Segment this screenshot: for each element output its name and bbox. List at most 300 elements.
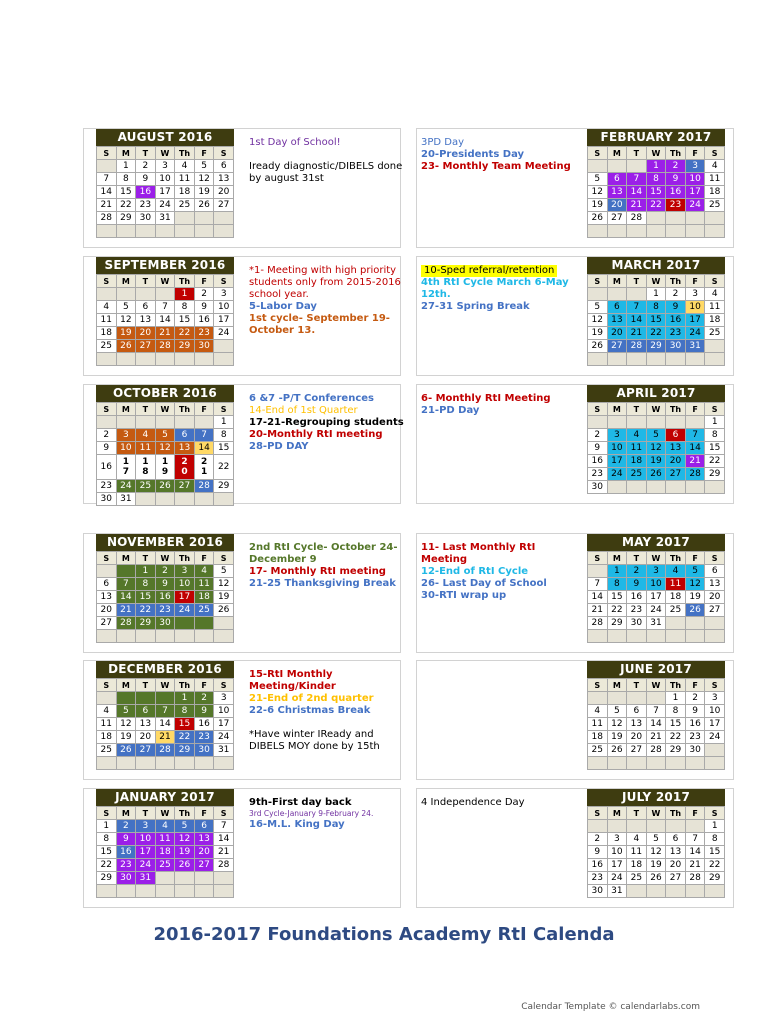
day-cell: 12 [194, 173, 214, 186]
day-cell: 18 [705, 186, 725, 199]
day-cell: 27 [194, 859, 214, 872]
event-note: 2nd RtI Cycle- October 24-December 9 [249, 542, 398, 565]
weekday-header: Th [175, 147, 195, 160]
weekday-header: T [627, 403, 647, 416]
day-cell: 18 [97, 327, 117, 340]
day-cell [607, 630, 627, 643]
day-cell: 25 [666, 604, 686, 617]
day-cell [136, 353, 156, 366]
weekday-header: T [627, 679, 647, 692]
day-cell [666, 212, 686, 225]
day-cell: 22 [607, 604, 627, 617]
event-note [249, 149, 409, 161]
day-cell: 2 [588, 833, 608, 846]
day-cell [136, 225, 156, 238]
month-name: JULY 2017 [587, 789, 725, 806]
day-cell: 20 [194, 846, 214, 859]
day-cell [116, 757, 136, 770]
day-cell: 10 [155, 173, 175, 186]
day-cell: 17 [607, 859, 627, 872]
day-cell [136, 416, 156, 429]
day-cell: 24 [685, 199, 705, 212]
day-cell [685, 757, 705, 770]
day-cell [155, 757, 175, 770]
weekday-header: S [97, 679, 117, 692]
day-cell [175, 416, 195, 429]
event-note: *Have winter IReady and DIBELS MOY done by 15th [249, 729, 380, 752]
day-cell: 30 [194, 744, 214, 757]
day-cell: 1 9 [155, 455, 175, 480]
day-cell: 25 [97, 340, 117, 353]
month-card [416, 384, 734, 504]
day-cell: 20 [627, 731, 647, 744]
event-note: 15-RtI Monthly Meeting/Kinder [249, 669, 336, 692]
day-cell: 8 [666, 705, 686, 718]
event-note: 1st cycle- September 19-October 13. [249, 313, 390, 336]
day-cell: 13 [607, 186, 627, 199]
day-cell: 9 [116, 833, 136, 846]
day-cell: 3 [685, 288, 705, 301]
day-cell: 5 [588, 301, 608, 314]
weekday-header: S [97, 147, 117, 160]
day-cell [194, 212, 214, 225]
day-cell: 5 [685, 565, 705, 578]
day-cell: 30 [588, 481, 608, 494]
day-cell [214, 493, 234, 506]
weekday-header: M [607, 275, 627, 288]
weekday-header: S [588, 275, 608, 288]
weekday-header: W [646, 147, 666, 160]
day-cell [97, 160, 117, 173]
day-cell: 22 [214, 455, 234, 480]
day-cell [136, 692, 156, 705]
day-cell: 17 [607, 455, 627, 468]
weekday-header: Th [666, 679, 686, 692]
event-note: 16-M.L. King Day [249, 819, 345, 830]
day-cell [155, 288, 175, 301]
day-cell: 21 [214, 846, 234, 859]
weekday-header: M [116, 403, 136, 416]
weekday-header: Th [666, 275, 686, 288]
event-note: 21-PD Day [421, 405, 480, 416]
day-cell: 25 [136, 480, 156, 493]
weekday-header: S [214, 679, 234, 692]
day-cell [175, 885, 195, 898]
day-cell: 26 [646, 872, 666, 885]
day-cell: 26 [194, 199, 214, 212]
day-cell: 29 [646, 340, 666, 353]
weekday-header: S [214, 807, 234, 820]
day-cell: 15 [116, 186, 136, 199]
day-cell: 10 [685, 301, 705, 314]
day-cell: 15 [214, 442, 234, 455]
day-cell: 18 [588, 731, 608, 744]
day-cell: 19 [116, 731, 136, 744]
day-cell: 1 [175, 692, 195, 705]
day-cell [136, 757, 156, 770]
day-cell: 24 [155, 199, 175, 212]
day-cell: 15 [646, 186, 666, 199]
day-cell [666, 820, 686, 833]
day-cell [627, 416, 647, 429]
day-cell: 30 [155, 617, 175, 630]
day-cell: 9 [627, 578, 647, 591]
weekday-header: S [214, 552, 234, 565]
day-cell: 20 [136, 731, 156, 744]
weekday-header: S [214, 147, 234, 160]
day-cell: 31 [155, 212, 175, 225]
day-cell [136, 885, 156, 898]
day-cell [607, 416, 627, 429]
weekday-header: T [136, 807, 156, 820]
day-cell: 11 [136, 442, 156, 455]
weekday-header: F [685, 807, 705, 820]
day-cell: 7 [116, 578, 136, 591]
day-cell: 8 [705, 833, 725, 846]
day-cell: 13 [175, 442, 195, 455]
day-cell: 3 [116, 429, 136, 442]
weekday-header: Th [175, 552, 195, 565]
day-cell: 26 [588, 340, 608, 353]
weekday-header: W [646, 275, 666, 288]
day-cell [705, 885, 725, 898]
day-cell [666, 885, 686, 898]
month-card [416, 128, 734, 248]
weekday-header: T [136, 275, 156, 288]
event-note: 5-Labor Day [249, 301, 317, 312]
day-cell: 23 [136, 199, 156, 212]
day-cell: 30 [666, 340, 686, 353]
day-cell: 1 [705, 416, 725, 429]
day-cell [194, 617, 214, 630]
day-cell: 14 [155, 314, 175, 327]
day-cell [136, 630, 156, 643]
day-cell: 27 [666, 468, 686, 481]
day-cell [666, 617, 686, 630]
day-cell: 14 [627, 314, 647, 327]
day-cell [666, 416, 686, 429]
event-note: 3rd Cycle-January 9-February 24. [249, 809, 374, 818]
month-card [83, 533, 401, 653]
day-cell: 22 [175, 731, 195, 744]
day-cell: 13 [627, 718, 647, 731]
day-cell [627, 757, 647, 770]
day-cell: 24 [214, 731, 234, 744]
day-cell [705, 225, 725, 238]
day-cell [627, 630, 647, 643]
day-cell: 17 [214, 314, 234, 327]
month-calendar [96, 257, 234, 366]
day-cell: 16 [97, 455, 117, 480]
weekday-header: S [97, 403, 117, 416]
day-cell: 3 [607, 833, 627, 846]
month-card [83, 256, 401, 376]
day-cell: 4 [97, 705, 117, 718]
day-cell: 6 [136, 301, 156, 314]
weekday-header: F [194, 679, 214, 692]
day-cell: 30 [588, 885, 608, 898]
month-calendar [96, 129, 234, 238]
day-cell: 30 [685, 744, 705, 757]
day-cell [214, 340, 234, 353]
day-cell: 6 [194, 820, 214, 833]
day-cell: 13 [607, 314, 627, 327]
day-cell: 17 [214, 718, 234, 731]
day-cell [685, 617, 705, 630]
month-notes [421, 265, 581, 313]
day-cell [136, 288, 156, 301]
month-name: SEPTEMBER 2016 [96, 257, 234, 274]
day-cell: 1 [607, 565, 627, 578]
month-notes [421, 542, 581, 602]
day-cell: 7 [685, 429, 705, 442]
day-cell: 30 [97, 493, 117, 506]
day-cell: 25 [97, 744, 117, 757]
day-cell [685, 212, 705, 225]
day-cell: 5 [646, 429, 666, 442]
day-cell [175, 630, 195, 643]
day-cell: 13 [136, 718, 156, 731]
day-cell: 27 [607, 212, 627, 225]
weekday-header: W [155, 679, 175, 692]
weekday-header: W [155, 403, 175, 416]
day-cell: 23 [588, 872, 608, 885]
day-cell [97, 885, 117, 898]
day-cell: 18 [705, 314, 725, 327]
month-calendar [587, 789, 725, 898]
day-cell: 27 [175, 480, 195, 493]
weekday-header: Th [666, 552, 686, 565]
day-cell: 26 [646, 468, 666, 481]
day-cell: 23 [666, 199, 686, 212]
day-cell: 18 [627, 455, 647, 468]
day-cell [155, 885, 175, 898]
day-cell [685, 225, 705, 238]
event-note: 12-End of RtI Cycle [421, 566, 529, 577]
day-cell: 7 [194, 429, 214, 442]
day-cell [97, 630, 117, 643]
day-cell: 13 [97, 591, 117, 604]
day-cell [116, 416, 136, 429]
day-cell [646, 212, 666, 225]
day-cell: 14 [588, 591, 608, 604]
day-cell [175, 353, 195, 366]
month-card [83, 384, 404, 504]
event-note: 10-Sped referral/retention [421, 265, 557, 277]
day-cell: 7 [646, 705, 666, 718]
day-cell: 23 [194, 327, 214, 340]
weekday-header: Th [175, 807, 195, 820]
day-cell: 12 [646, 846, 666, 859]
day-cell: 1 [175, 288, 195, 301]
event-note: 17- Monthly RtI meeting [249, 566, 386, 577]
day-cell: 18 [194, 591, 214, 604]
month-card [83, 660, 401, 780]
day-cell: 31 [214, 744, 234, 757]
day-cell: 7 [627, 301, 647, 314]
day-cell: 13 [214, 173, 234, 186]
day-cell [627, 160, 647, 173]
day-cell: 14 [627, 186, 647, 199]
day-cell: 22 [97, 859, 117, 872]
event-note: 21-25 Thanksgiving Break [249, 578, 396, 589]
day-cell: 25 [588, 744, 608, 757]
day-cell: 5 [607, 705, 627, 718]
day-cell: 19 [588, 327, 608, 340]
day-cell: 1 [646, 160, 666, 173]
weekday-header: S [705, 807, 725, 820]
weekday-header: M [607, 679, 627, 692]
month-name: NOVEMBER 2016 [96, 534, 234, 551]
day-cell: 19 [646, 859, 666, 872]
day-cell: 11 [97, 314, 117, 327]
day-cell: 11 [666, 578, 686, 591]
month-calendar [96, 534, 234, 643]
month-notes [249, 669, 409, 753]
weekday-header: S [588, 403, 608, 416]
day-cell: 15 [175, 718, 195, 731]
weekday-header: T [627, 147, 647, 160]
day-cell [627, 820, 647, 833]
day-cell: 30 [136, 212, 156, 225]
weekday-header: T [627, 552, 647, 565]
day-cell: 6 [136, 705, 156, 718]
day-cell [646, 225, 666, 238]
day-cell: 12 [588, 186, 608, 199]
day-cell: 23 [97, 480, 117, 493]
day-cell: 2 [588, 429, 608, 442]
day-cell: 1 [666, 692, 686, 705]
day-cell: 12 [116, 718, 136, 731]
day-cell [116, 565, 136, 578]
day-cell: 31 [646, 617, 666, 630]
day-cell: 15 [97, 846, 117, 859]
weekday-header: W [646, 552, 666, 565]
day-cell [155, 225, 175, 238]
day-cell: 28 [627, 212, 647, 225]
day-cell: 7 [155, 301, 175, 314]
day-cell: 18 [627, 859, 647, 872]
day-cell: 10 [175, 578, 195, 591]
day-cell: 26 [116, 340, 136, 353]
day-cell: 20 [607, 327, 627, 340]
day-cell: 20 [666, 859, 686, 872]
day-cell: 21 [116, 604, 136, 617]
day-cell [646, 885, 666, 898]
day-cell: 2 [194, 692, 214, 705]
day-cell: 29 [705, 468, 725, 481]
weekday-header: F [685, 552, 705, 565]
day-cell: 16 [685, 718, 705, 731]
day-cell: 9 [155, 578, 175, 591]
day-cell [685, 416, 705, 429]
day-cell: 3 [136, 820, 156, 833]
day-cell [627, 692, 647, 705]
day-cell [588, 160, 608, 173]
day-cell: 30 [116, 872, 136, 885]
day-cell: 26 [607, 744, 627, 757]
month-name: MARCH 2017 [587, 257, 725, 274]
weekday-header: M [116, 679, 136, 692]
day-cell: 7 [155, 705, 175, 718]
day-cell: 20 [607, 199, 627, 212]
day-cell: 14 [685, 846, 705, 859]
day-cell: 16 [194, 314, 214, 327]
day-cell: 10 [214, 301, 234, 314]
weekday-header: M [607, 403, 627, 416]
day-cell: 1 [214, 416, 234, 429]
month-card [416, 788, 734, 908]
day-cell: 29 [705, 872, 725, 885]
day-cell [116, 692, 136, 705]
weekday-header: S [705, 552, 725, 565]
day-cell [175, 225, 195, 238]
day-cell: 21 [627, 199, 647, 212]
day-cell: 24 [136, 859, 156, 872]
day-cell [607, 225, 627, 238]
day-cell: 1 [646, 288, 666, 301]
weekday-header: S [588, 552, 608, 565]
weekday-header: T [627, 275, 647, 288]
day-cell: 24 [607, 468, 627, 481]
day-cell: 12 [214, 578, 234, 591]
day-cell [627, 885, 647, 898]
weekday-header: F [194, 403, 214, 416]
day-cell: 20 [214, 186, 234, 199]
day-cell: 19 [607, 731, 627, 744]
day-cell: 21 [646, 731, 666, 744]
day-cell: 3 [155, 160, 175, 173]
day-cell: 19 [116, 327, 136, 340]
day-cell: 9 [685, 705, 705, 718]
weekday-header: T [136, 147, 156, 160]
event-note: 28-PD DAY [249, 441, 309, 452]
weekday-header: F [685, 679, 705, 692]
month-name: APRIL 2017 [587, 385, 725, 402]
day-cell: 7 [588, 578, 608, 591]
weekday-header: F [685, 403, 705, 416]
day-cell: 26 [175, 859, 195, 872]
weekday-header: S [705, 403, 725, 416]
day-cell: 28 [627, 340, 647, 353]
day-cell [646, 820, 666, 833]
day-cell: 30 [627, 617, 647, 630]
month-notes [421, 797, 581, 809]
event-note: 21-End of 2nd quarter [249, 693, 374, 704]
weekday-header: Th [666, 807, 686, 820]
event-note: 3PD Day [421, 137, 465, 148]
day-cell: 11 [97, 718, 117, 731]
day-cell: 15 [136, 591, 156, 604]
day-cell: 12 [155, 442, 175, 455]
weekday-header: S [705, 275, 725, 288]
day-cell: 14 [214, 833, 234, 846]
day-cell: 21 [155, 731, 175, 744]
day-cell: 17 [136, 846, 156, 859]
day-cell: 25 [705, 327, 725, 340]
day-cell: 11 [175, 173, 195, 186]
event-note: 6 &7 -P/T Conferences [249, 393, 374, 404]
month-calendar [587, 257, 725, 366]
weekday-header: F [194, 147, 214, 160]
weekday-header: S [705, 147, 725, 160]
day-cell: 24 [175, 604, 195, 617]
day-cell: 4 [705, 160, 725, 173]
day-cell: 1 [97, 820, 117, 833]
day-cell [116, 353, 136, 366]
weekday-header: W [155, 807, 175, 820]
weekday-header: W [646, 403, 666, 416]
